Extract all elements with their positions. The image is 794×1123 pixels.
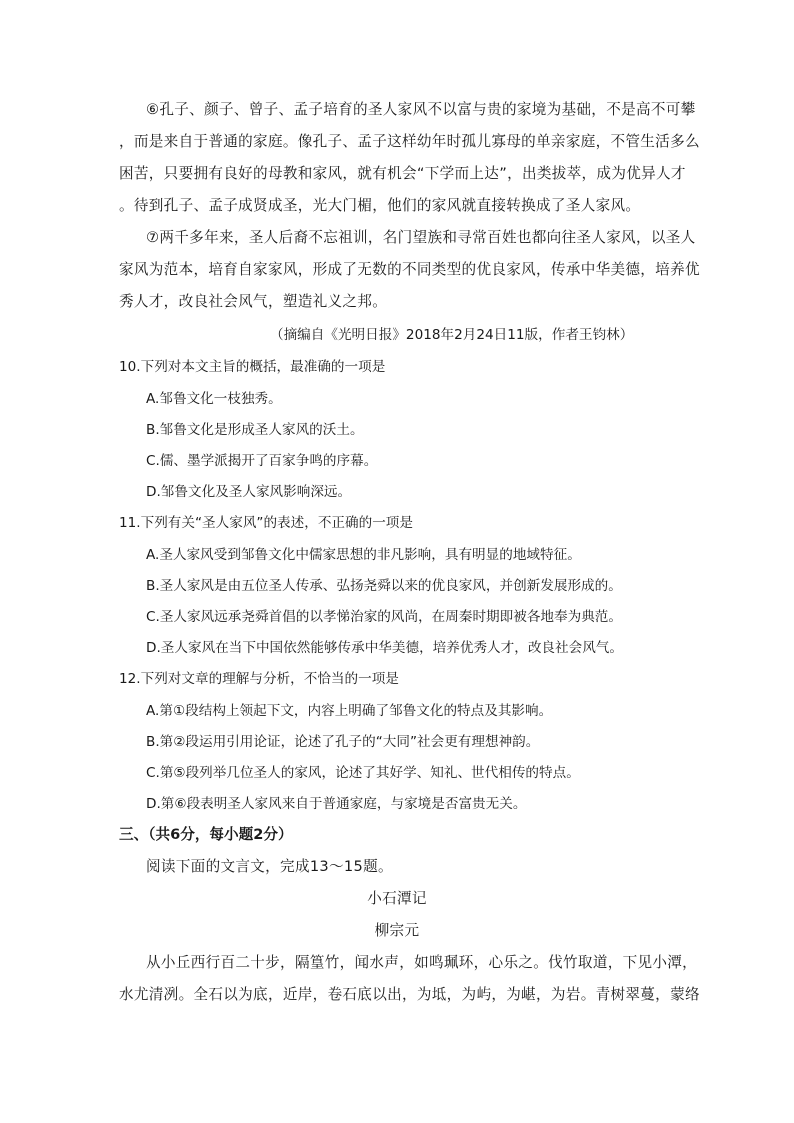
- paragraph-6-line-2: ，而是来自于普通的家庭。像孔子、孟子这样幼年时孤儿寡母的单亲家庭，不管生活多么: [119, 133, 700, 150]
- paragraph-7-line-2: 家风为范本，培育自家家风，形成了无数的不同类型的优良家风，传承中华美德，培养优: [119, 261, 700, 278]
- question-10-option-c: C.儒、墨学派揭开了百家争鸣的序幕。: [146, 453, 378, 469]
- section-3-instruction: 阅读下面的文言文，完成13～15题。: [146, 858, 393, 875]
- question-11-option-d: D.圣人家风在当下中国依然能够传承中华美德，培养优秀人才，改良社会风气。: [146, 640, 623, 656]
- classical-text-title: 小石潭记: [367, 890, 427, 907]
- classical-text-line-2: 水尤清冽。全石以为底，近岸，卷石底以出，为坻，为屿，为嵁，为岩。青树翠蔓，蒙络: [119, 986, 700, 1003]
- paragraph-6-line-1: ⑥孔子、颜子、曾子、孟子培育的圣人家风不以富与贵的家境为基础，不是高不可攀: [146, 101, 696, 118]
- question-11-option-c: C.圣人家风远承尧舜首倡的以孝悌治家的风尚，在周秦时期即被各地奉为典范。: [146, 609, 622, 625]
- question-12-option-c: C.第⑤段列举几位圣人的家风，论述了其好学、知礼、世代相传的特点。: [146, 765, 580, 781]
- passage-source: （摘编自《光明日报》2018年2月24日11版，作者王钧林）: [270, 327, 634, 343]
- question-12-stem: 12.下列对文章的理解与分析，不恰当的一项是: [119, 671, 399, 687]
- question-10-option-d: D.邹鲁文化及圣人家风影响深远。: [146, 484, 352, 500]
- classical-text-author: 柳宗元: [374, 922, 420, 939]
- section-3-heading: 三、（共6分，每小题2分）: [119, 826, 293, 843]
- paragraph-7-line-3: 秀人才，改良社会风气，塑造礼义之邦。: [119, 293, 388, 310]
- paragraph-7-line-1: ⑦两千多年来，圣人后裔不忘祖训，名门望族和寻常百姓也都向往圣人家风，以圣人: [146, 229, 696, 246]
- question-11-stem: 11.下列有关“圣人家风”的表述，不正确的一项是: [119, 515, 413, 531]
- question-11-option-a: A.圣人家风受到邹鲁文化中儒家思想的非凡影响，具有明显的地域特征。: [146, 547, 581, 563]
- question-12-option-d: D.第⑥段表明圣人家风来自于普通家庭，与家境是否富贵无关。: [146, 796, 527, 812]
- question-11-option-b: B.圣人家风是由五位圣人传承、弘扬尧舜以来的优良家风，并创新发展形成的。: [146, 578, 622, 594]
- paragraph-6-line-4: 。待到孔子、孟子成贤成圣，光大门楣，他们的家风就直接转换成了圣人家风。: [119, 197, 641, 214]
- classical-text-line-1: 从小丘西行百二十步，隔篁竹，闻水声，如鸣珮环，心乐之。伐竹取道，下见小潭，: [146, 954, 698, 971]
- question-10-option-b: B.邹鲁文化是形成圣人家风的沃土。: [146, 422, 364, 438]
- paragraph-6-line-3: 困苦，只要拥有良好的母教和家风，就有机会“下学而上达”，出类拔萃，成为优异人才: [119, 165, 686, 182]
- question-10-option-a: A.邹鲁文化一枝独秀。: [146, 391, 282, 407]
- question-12-option-b: B.第②段运用引用论证，论述了孔子的“大同”社会更有理想神韵。: [146, 734, 540, 750]
- question-12-option-a: A.第①段结构上领起下文，内容上明确了邹鲁文化的特点及其影响。: [146, 703, 553, 719]
- question-10-stem: 10.下列对本文主旨的概括，最准确的一项是: [119, 359, 386, 375]
